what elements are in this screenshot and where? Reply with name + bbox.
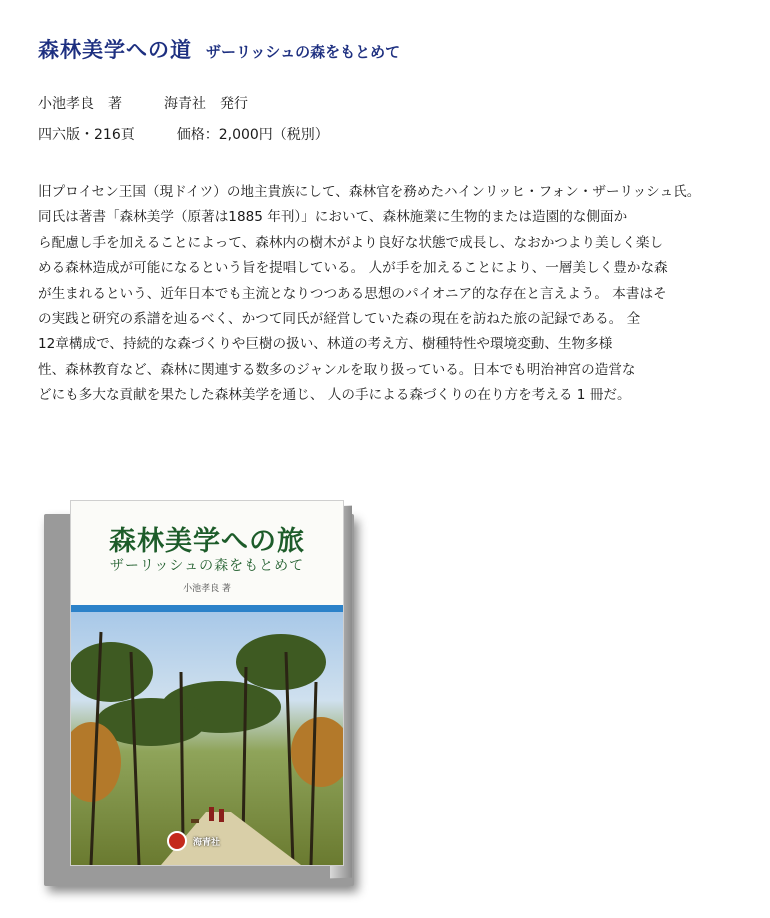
cover-subtitle: ザーリッシュの森をもとめて: [109, 558, 305, 574]
article-heading: [38, 34, 400, 64]
paragraph-line: ら配慮し手を加えることによって、森林内の樹木がより良好な状態で成長し、なおかつより美しく楽し: [38, 234, 664, 251]
format-price-line: 四六版・216頁 価格：2,000円（税別）: [38, 127, 329, 143]
cover-forest-photo: [71, 612, 343, 865]
description-paragraph: [38, 180, 740, 409]
publisher-logo-icon: [167, 831, 187, 851]
author-publisher-line: 小池孝良 著 海青社 発行: [38, 96, 248, 112]
paragraph-line: 旧プロイセン王国（現ドイツ）の地主貴族にして、森林官を務めたハインリッヒ・フォン・ザーリッシュ氏。: [38, 184, 701, 200]
paragraph-line: どにも多大な貢献を果たした森林美学を通じ、 人の手による森づくりの在り方を考える 1 冊だ。: [38, 387, 631, 404]
page-title: 森林美学への道: [38, 38, 192, 62]
paragraph-line: 性、森林教育など、森林に関連する数多のジャンルを取り扱っている。日本でも明治神宮の造営な: [38, 361, 636, 378]
forest-illustration: [71, 612, 343, 865]
paragraph-line: 同氏は著書「森林美学（原著は1885 年刊）」において、森林施業に生物的または造園的な側面か: [38, 209, 628, 226]
page-subtitle: ザーリッシュの森をもとめて: [206, 43, 401, 61]
cover-title: 森林美学への旅: [109, 526, 305, 557]
publisher-mark: [167, 831, 220, 851]
paragraph-line: 12章構成で、持続的な森づくりや巨樹の扱い、林道の考え方、樹種特性や環境変動、生物多様: [38, 336, 613, 353]
paragraph-line: の実践と研究の系譜を辿るべく、かつて同氏が経営していた森の現在を訪ねた旅の記録である。 全: [38, 311, 641, 328]
book-front-cover: [70, 500, 344, 866]
cover-stripe: [71, 605, 343, 612]
paragraph-line: が生まれるという、近年日本でも主流となりつつある思想のパイオニア的な存在と言えよう。 本書はそ: [38, 285, 667, 302]
cover-author: 小池孝良 著: [183, 584, 231, 594]
cover-publisher: 海青社: [193, 837, 221, 848]
book-cover-image: [30, 500, 360, 890]
paragraph-line: める森林造成が可能になるという旨を提唱している。 人が手を加えることにより、一層美しく豊かな森: [38, 260, 668, 277]
